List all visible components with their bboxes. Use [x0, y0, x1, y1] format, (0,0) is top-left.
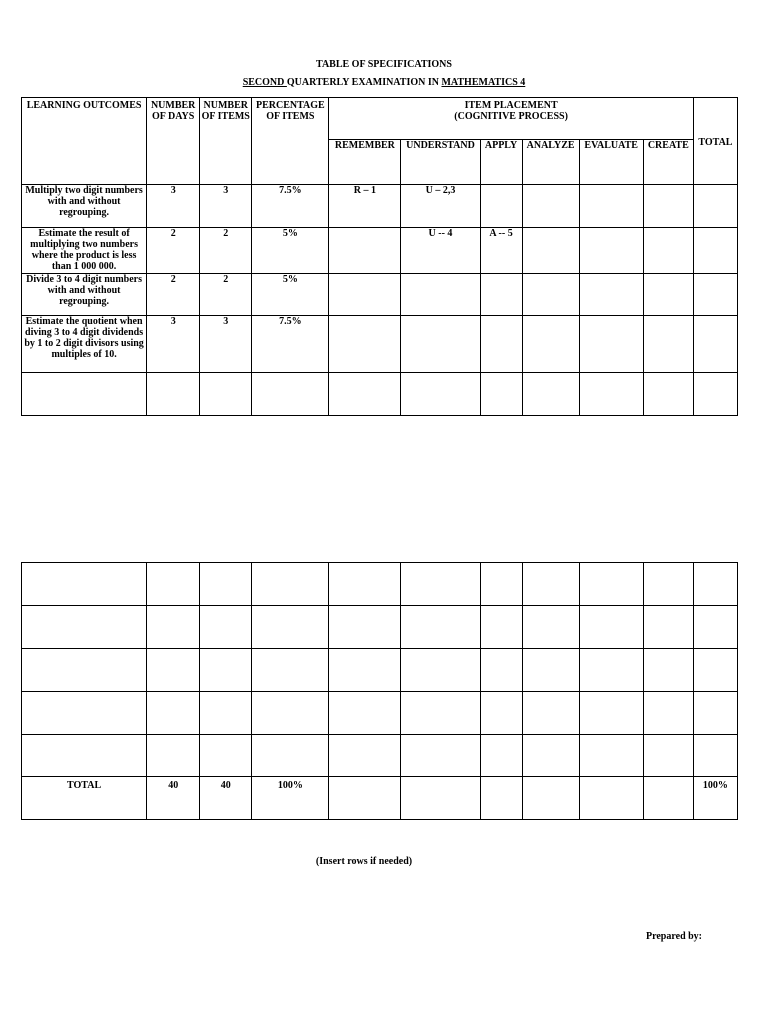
header-learning-outcomes: LEARNING OUTCOMES [22, 98, 147, 185]
header-remember: REMEMBER [329, 140, 401, 185]
header-item-placement-line2: (COGNITIVE PROCESS) [454, 111, 568, 122]
days-cell: 3 [147, 316, 200, 373]
totals-label: TOTAL [22, 777, 147, 820]
days-cell: 2 [147, 228, 200, 274]
percent-cell: 7.5% [252, 185, 329, 228]
header-analyze: ANALYZE [522, 140, 579, 185]
empty-row [22, 563, 738, 606]
total-cell [693, 228, 737, 274]
specifications-table-continued [21, 562, 738, 820]
table-row [22, 316, 738, 373]
header-total: TOTAL [693, 98, 737, 185]
empty-row [22, 606, 738, 649]
total-cell [693, 274, 737, 316]
understand-cell: U -- 4 [401, 228, 480, 274]
items-cell: 2 [200, 228, 252, 274]
totals-total: 100% [693, 777, 737, 820]
header-percentage-of-items: PERCENTAGE OF ITEMS [252, 98, 329, 185]
header-apply: APPLY [480, 140, 522, 185]
empty-row [22, 735, 738, 777]
understand-cell [401, 316, 480, 373]
understand-cell [401, 274, 480, 316]
subtitle-subject: MATHEMATICS 4 [441, 77, 526, 88]
empty-row [22, 373, 738, 416]
outcome-cell: Estimate the result of multiplying two numbers where the product is less than 1 000 000. [22, 228, 147, 274]
items-cell: 3 [200, 316, 252, 373]
outcome-cell: Estimate the quotient when diving 3 to 4 digit dividends by 1 to 2 digit divisors using multiples of 10. [22, 316, 147, 373]
remember-cell [329, 228, 401, 274]
header-item-placement-line1: ITEM PLACEMENT [464, 100, 558, 111]
items-cell: 3 [200, 185, 252, 228]
outcome-cell: Multiply two digit numbers with and without regrouping. [22, 185, 147, 228]
header-create: CREATE [643, 140, 693, 185]
header-number-of-days: NUMBER OF DAYS [147, 98, 200, 185]
analyze-cell [522, 185, 579, 228]
header-number-of-items: NUMBER OF ITEMS [200, 98, 252, 185]
evaluate-cell [579, 228, 643, 274]
subtitle-exam: QUARTERLY EXAMINATION IN [286, 77, 442, 88]
remember-cell [329, 316, 401, 373]
table-row [22, 228, 738, 274]
table-row [22, 185, 738, 228]
remember-cell [329, 274, 401, 316]
empty-row [22, 649, 738, 692]
insert-rows-note: (Insert rows if needed) [315, 856, 413, 867]
create-cell [643, 185, 693, 228]
days-cell: 3 [147, 185, 200, 228]
header-evaluate: EVALUATE [579, 140, 643, 185]
apply-cell [480, 185, 522, 228]
table-row [22, 274, 738, 316]
analyze-cell [522, 274, 579, 316]
specifications-table [21, 97, 738, 416]
remember-cell: R – 1 [329, 185, 401, 228]
create-cell [643, 274, 693, 316]
totals-row [22, 777, 738, 820]
header-item-placement [329, 98, 694, 140]
total-cell [693, 316, 737, 373]
totals-items: 40 [200, 777, 252, 820]
prepared-by-label: Prepared by: [646, 931, 703, 942]
totals-days: 40 [147, 777, 200, 820]
apply-cell [480, 316, 522, 373]
percent-cell: 7.5% [252, 316, 329, 373]
evaluate-cell [579, 185, 643, 228]
create-cell [643, 228, 693, 274]
apply-cell: A -- 5 [480, 228, 522, 274]
evaluate-cell [579, 316, 643, 373]
document-subtitle [0, 77, 768, 89]
analyze-cell [522, 228, 579, 274]
evaluate-cell [579, 274, 643, 316]
outcome-cell: Divide 3 to 4 digit numbers with and without regrouping. [22, 274, 147, 316]
days-cell: 2 [147, 274, 200, 316]
total-cell [693, 185, 737, 228]
percent-cell: 5% [252, 274, 329, 316]
analyze-cell [522, 316, 579, 373]
percent-cell: 5% [252, 228, 329, 274]
totals-percent: 100% [252, 777, 329, 820]
understand-cell: U – 2,3 [401, 185, 480, 228]
document-title: TABLE OF SPECIFICATIONS [316, 59, 452, 70]
empty-row [22, 692, 738, 735]
subtitle-quarter: SECOND [242, 77, 287, 88]
apply-cell [480, 274, 522, 316]
items-cell: 2 [200, 274, 252, 316]
create-cell [643, 316, 693, 373]
header-understand: UNDERSTAND [401, 140, 480, 185]
